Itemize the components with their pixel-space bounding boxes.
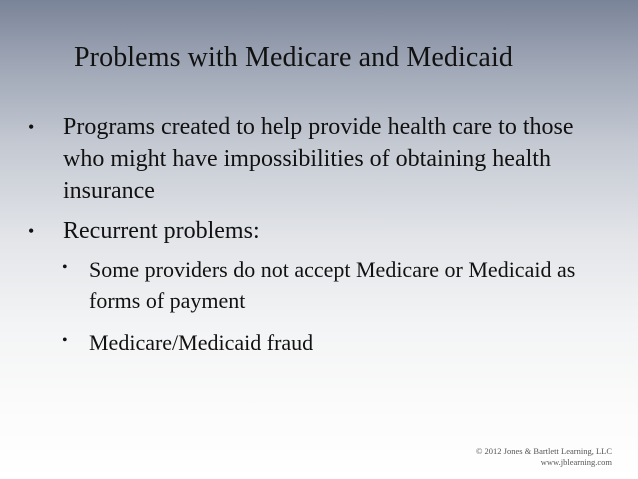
bullet-marker: •	[28, 117, 35, 137]
publisher-url: www.jblearning.com	[540, 457, 612, 467]
copyright-notice	[476, 446, 612, 468]
sub-bullet-text: Some providers do not accept Medicare or Medicaid as forms of payment	[89, 257, 576, 313]
sub-bullet-item	[62, 254, 582, 316]
bullet-text: Programs created to help provide health care to those who might have impossibilities of obtaining health insurance	[63, 114, 574, 204]
sub-bullet-item	[62, 327, 582, 358]
bullet-text: Recurrent problems:	[63, 218, 260, 244]
bullet-item	[28, 215, 588, 247]
sub-bullet-marker: •	[62, 259, 68, 276]
copyright-line: © 2012 Jones & Bartlett Learning, LLC	[475, 446, 612, 456]
sub-bullet-text: Medicare/Medicaid fraud	[89, 330, 314, 355]
bullet-item	[28, 111, 588, 207]
slide-title: Problems with Medicare and Medicaid	[74, 42, 513, 73]
bullet-marker: •	[28, 221, 35, 241]
sub-bullet-marker: •	[62, 332, 68, 349]
